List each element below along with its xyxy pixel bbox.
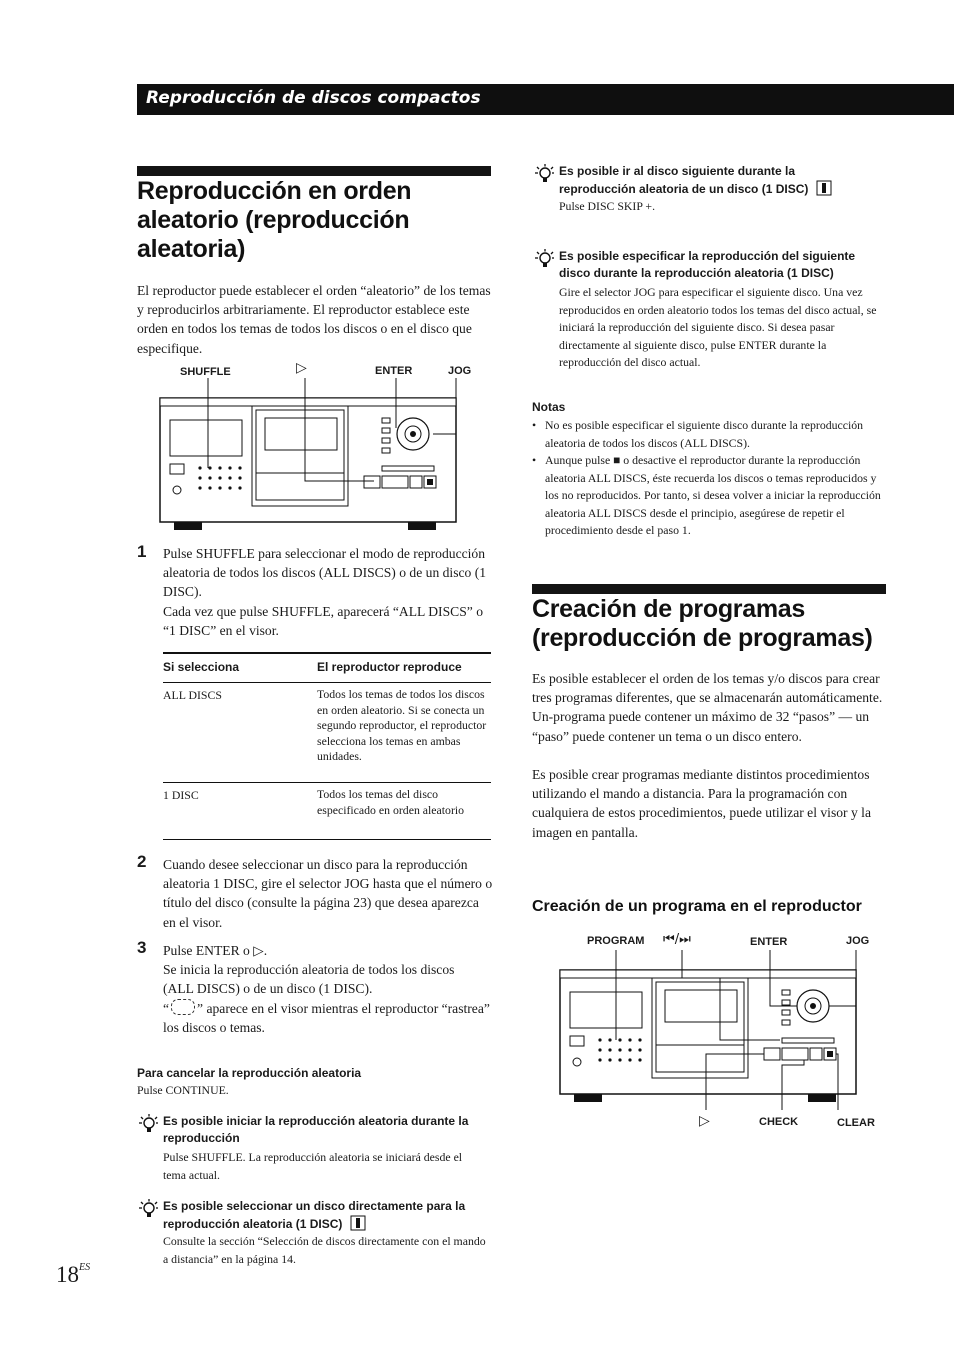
table-row xyxy=(163,683,491,783)
title-rule xyxy=(532,584,886,594)
tip-lightbulb-icon xyxy=(138,1199,158,1219)
shuffle-display-icon xyxy=(171,999,195,1015)
step-1-text: Pulse SHUFFLE para seleccionar el modo de reproducción aleatoria de todos los discos (ALL DISCS) o de un disco (1 DISC). xyxy=(163,546,487,600)
tip-lightbulb-icon xyxy=(534,249,554,269)
notes-list xyxy=(532,417,884,540)
skip-label: ⏮/⏭ xyxy=(663,932,691,947)
programs-intro: Es posible establecer el orden de los temas y/o discos para crear tres programas diferentes, que se almacenarán automáticamente. Un-programa puede contener un máximo de 32 “pasos” — un “paso” puede contener un tema o un disco entero. xyxy=(532,671,883,744)
tip-2-title: Es posible seleccionar un disco directamente para la reproducción aleatoria (1 DISC) xyxy=(163,1199,466,1231)
cancel-title: Para cancelar la reproducción aleatoria xyxy=(137,1066,362,1080)
tip-lightbulb-icon xyxy=(534,164,554,184)
intro-paragraph: El reproductor puede establecer el orden “aleatorio” de los temas y reproducirlos arbitrariamente. El reproductor establece este orden en todos los temas de todos los discos o en el disco que especifique. xyxy=(137,283,491,356)
tip-4-text: Gire el selector JOG para especificar el siguiente disco. Una vez reproducidos en orden aleatorio todos los temas del disco actual, se iniciará la reproducción del siguiente disco. Si desea pasar directamente al siguiente disco, pulse ENTER durante la reproducción del disco actual. xyxy=(559,285,877,369)
notes-title: Notas xyxy=(532,400,566,414)
tip-3-title: Es posible ir al disco siguiente durante la reproducción aleatoria de un disco (1 DISC) xyxy=(559,163,869,198)
step-1-number: 1 xyxy=(137,542,147,561)
step-2-number: 2 xyxy=(137,852,147,871)
table-cell: Todos los temas del disco especificado en orden aleatorio xyxy=(317,787,465,817)
step-2-text: Cuando desee seleccionar un disco para la reproducción aleatoria 1 DISC, gire el selector JOG hasta que el número o título del disco (consulte la página 23) que desea aparezca en el visor. xyxy=(163,857,493,930)
enter-label: ENTER xyxy=(375,365,413,377)
step-3-line-1: Pulse ENTER o ▷. xyxy=(163,943,268,958)
tip-1-title: Es posible iniciar la reproducción aleatoria durante la reproducción xyxy=(163,1114,469,1145)
step-3-number: 3 xyxy=(137,938,147,957)
subsection-title: Creación de un programa en el reproductor xyxy=(532,898,862,915)
remote-icon xyxy=(816,180,832,196)
table-header-plays: El reproductor reproduce xyxy=(317,660,462,674)
step-3-line-3: “ ” aparece en el visor mientras el reproductor “rastrea” los discos o temas. xyxy=(163,1001,490,1036)
note-item: • No es posible especificar el siguiente disco durante la reproducción aleatoria de todos los discos (ALL DISCS). xyxy=(532,417,884,452)
section-banner xyxy=(137,84,954,115)
table-cell: 1 DISC xyxy=(163,788,199,802)
tip-4-title: Es posible especificar la reproducción del siguiente disco durante la reproducción aleatoria (1 DISC) xyxy=(559,249,856,280)
table-cell: ALL DISCS xyxy=(163,688,222,702)
enter-label-2: ENTER xyxy=(750,936,788,948)
check-label: CHECK xyxy=(759,1116,799,1128)
play-label: ▷ xyxy=(296,361,307,376)
jog-label-2: JOG xyxy=(846,935,870,947)
table-row xyxy=(163,783,491,840)
step-1-text-2: Cada vez que pulse SHUFFLE, aparecerá “ALL DISCS” o “1 DISC” en el visor. xyxy=(163,604,483,639)
play-label-2: ▷ xyxy=(699,1114,710,1129)
tip-2-text: Consulte la sección “Selección de discos directamente con el mando a distancia” en la página 14. xyxy=(163,1234,486,1266)
cancel-text: Pulse CONTINUE. xyxy=(137,1083,229,1097)
tip-lightbulb-icon xyxy=(138,1114,158,1134)
page-title: Reproducción en orden aleatorio (reproducción aleatoria) xyxy=(137,177,412,263)
step-3-line-2: Se inicia la reproducción aleatoria de todos los discos (ALL DISCS) o de un disco (1 DISC). xyxy=(163,962,455,997)
tip-3-text: Pulse DISC SKIP +. xyxy=(559,199,656,213)
tip-1-text: Pulse SHUFFLE. La reproducción aleatoria se iniciará desde el tema actual. xyxy=(163,1150,463,1182)
program-label: PROGRAM xyxy=(587,935,645,947)
table-header-select: Si selecciona xyxy=(163,660,240,674)
programs-intro-2: Es posible crear programas mediante distintos procedimientos utilizando el mando a distancia. Para la programación con cualquiera de estos procedimientos, puede utilizar el visor y la imagen en pantalla. xyxy=(532,767,871,840)
remote-icon xyxy=(350,1215,366,1231)
cd-player-illustration-2 xyxy=(550,950,870,1110)
shuffle-mode-table xyxy=(163,652,491,840)
clear-label: CLEAR xyxy=(837,1117,875,1129)
note-item: • Aunque pulse ■ o desactive el reproductor durante la reproducción aleatoria ALL DISCS, éste recuerda los discos o temas reproducidos y los no reproducidos. Por tanto, si desea volver a iniciar la reproducción aleatoria ALL DISCS desde el principio, asegúrese de repetir el procedimiento desde el paso 1. xyxy=(532,452,884,540)
page-number: $18^{ES}$ xyxy=(56,1262,91,1287)
table-cell: Todos los temas de todos los discos en orden aleatorio. Si se conecta un segundo reproductor, el reproductor selecciona los temas en ambas unidades. xyxy=(317,687,487,763)
section-title: Reproducción de discos compactos xyxy=(146,88,481,108)
section-title-programs: Creación de programas (reproducción de programas) xyxy=(532,595,873,652)
title-rule xyxy=(137,166,491,176)
shuffle-label: SHUFFLE xyxy=(180,366,231,378)
cd-player-illustration xyxy=(150,378,470,534)
jog-label: JOG xyxy=(448,365,472,377)
